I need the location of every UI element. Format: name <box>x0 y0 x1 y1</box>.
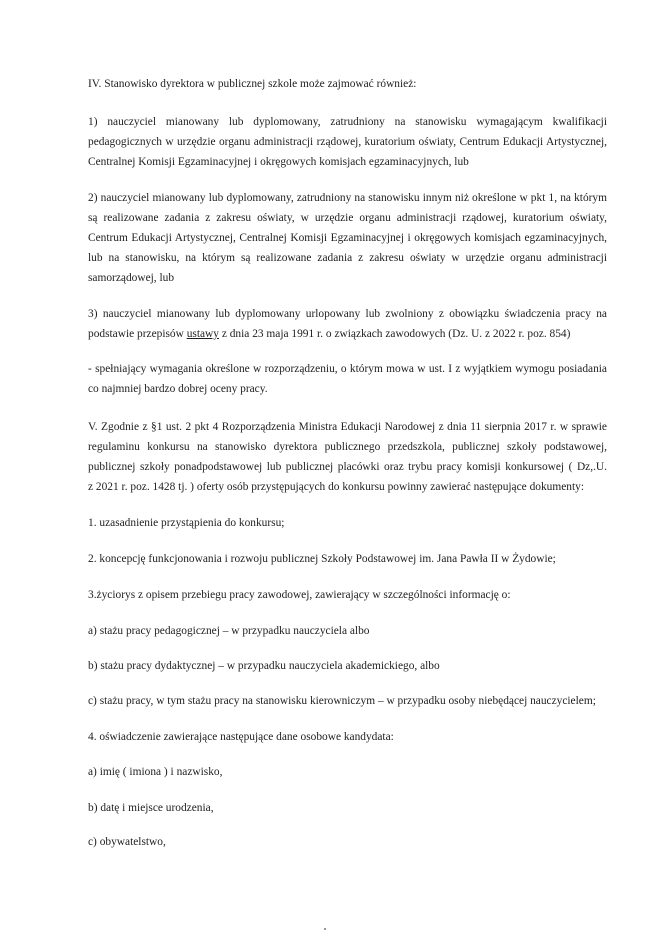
list-item: c) obywatelstwo, <box>88 836 166 848</box>
text-line <box>88 329 570 340</box>
section-4-heading: IV. Stanowisko dyrektora w publicznej szkole może zajmować również: <box>88 78 417 90</box>
text-line: co najmniej bardzo dobrej oceny pracy. <box>88 383 268 395</box>
list-item: b) datę i miejsce urodzenia, <box>88 802 214 814</box>
text-line: publicznej szkoły ponadpodstawowej lub publicznej placówki oraz trybu pracy komisji konkursowej ( Dz,.U. <box>88 461 607 473</box>
text-line: samorządowej, lub <box>88 272 175 284</box>
list-item: 3.życiorys z opisem przebiegu pracy zawodowej, zawierający w szczególności informację o: <box>88 589 511 601</box>
list-item: a) imię ( imiona ) i nazwisko, <box>88 766 223 778</box>
text-line: pedagogicznych w urzędzie organu administracji rządowej, kuratorium oświaty, Centrum Edukacji Artystycznej, <box>88 136 607 148</box>
text-line: V. Zgodnie z §1 ust. 2 pkt 4 Rozporządzenia Ministra Edukacji Narodowej z dnia 11 sierpnia 2017 r. w sprawie <box>88 421 607 433</box>
list-item: a) stażu pracy pedagogicznej – w przypadku nauczyciela albo <box>88 625 370 637</box>
text-line: - spełniający wymagania określone w rozporządzeniu, o którym mowa w ust. I z wyjątkiem wymogu posiadania <box>88 363 607 375</box>
text-run: podstawie przepisów <box>88 328 187 340</box>
text-line: Centralnej Komisji Egzaminacyjnej i okręgowych komisjach egzaminacyjnych, lub <box>88 156 469 168</box>
text-line: lub na stanowisku, na którym są realizowane zadania z zakresu oświaty w urzędzie organu administracji <box>88 252 607 264</box>
list-item: c) stażu pracy, w tym stażu pracy na stanowisku kierowniczym – w przypadku osoby niebędącej nauczycielem; <box>88 695 596 707</box>
list-item: b) stażu pracy dydaktycznej – w przypadku nauczyciela akademickiego, albo <box>88 660 440 672</box>
text-line: 1) nauczyciel mianowany lub dyplomowany, zatrudniony na stanowisku wymagającym kwalifikacji <box>88 116 607 128</box>
list-item: 2. koncepcję funkcjonowania i rozwoju publicznej Szkoły Podstawowej im. Jana Pawła II w Żydowie; <box>88 553 556 565</box>
text-line: 3) nauczyciel mianowany lub dyplomowany urlopowany lub zwolniony z obowiązku świadczenia pracy na <box>88 308 607 320</box>
scan-speck <box>324 928 326 930</box>
text-line: 2) nauczyciel mianowany lub dyplomowany, zatrudniony na stanowisku innym niż określone w pkt 1, na którym <box>88 192 607 204</box>
ustawy-link[interactable]: ustawy <box>186 328 219 340</box>
text-line: z 2021 r. poz. 1428 tj. ) oferty osób przystępujących do konkursu powinny zawierać następujące dokumenty: <box>88 481 584 493</box>
text-line: są realizowane zadania z zakresu oświaty, w urzędzie organu administracji rządowej, kuratorium oświaty, <box>88 212 607 224</box>
list-item: 4. oświadczenie zawierające następujące dane osobowe kandydata: <box>88 731 394 743</box>
text-line: Centrum Edukacji Artystycznej, Centralnej Komisji Egzaminacyjnej i okręgowych komisjach egzaminacyjnych, <box>88 232 607 244</box>
text-run: z dnia 23 maja 1991 r. o związkach zawodowych (Dz. U. z 2022 r. poz. 854) <box>218 328 571 340</box>
text-line: regulaminu konkursu na stanowisko dyrektora publicznego przedszkola, publicznej szkoły podstawowej, <box>88 441 607 453</box>
list-item: 1. uzasadnienie przystąpienia do konkursu; <box>88 517 285 529</box>
